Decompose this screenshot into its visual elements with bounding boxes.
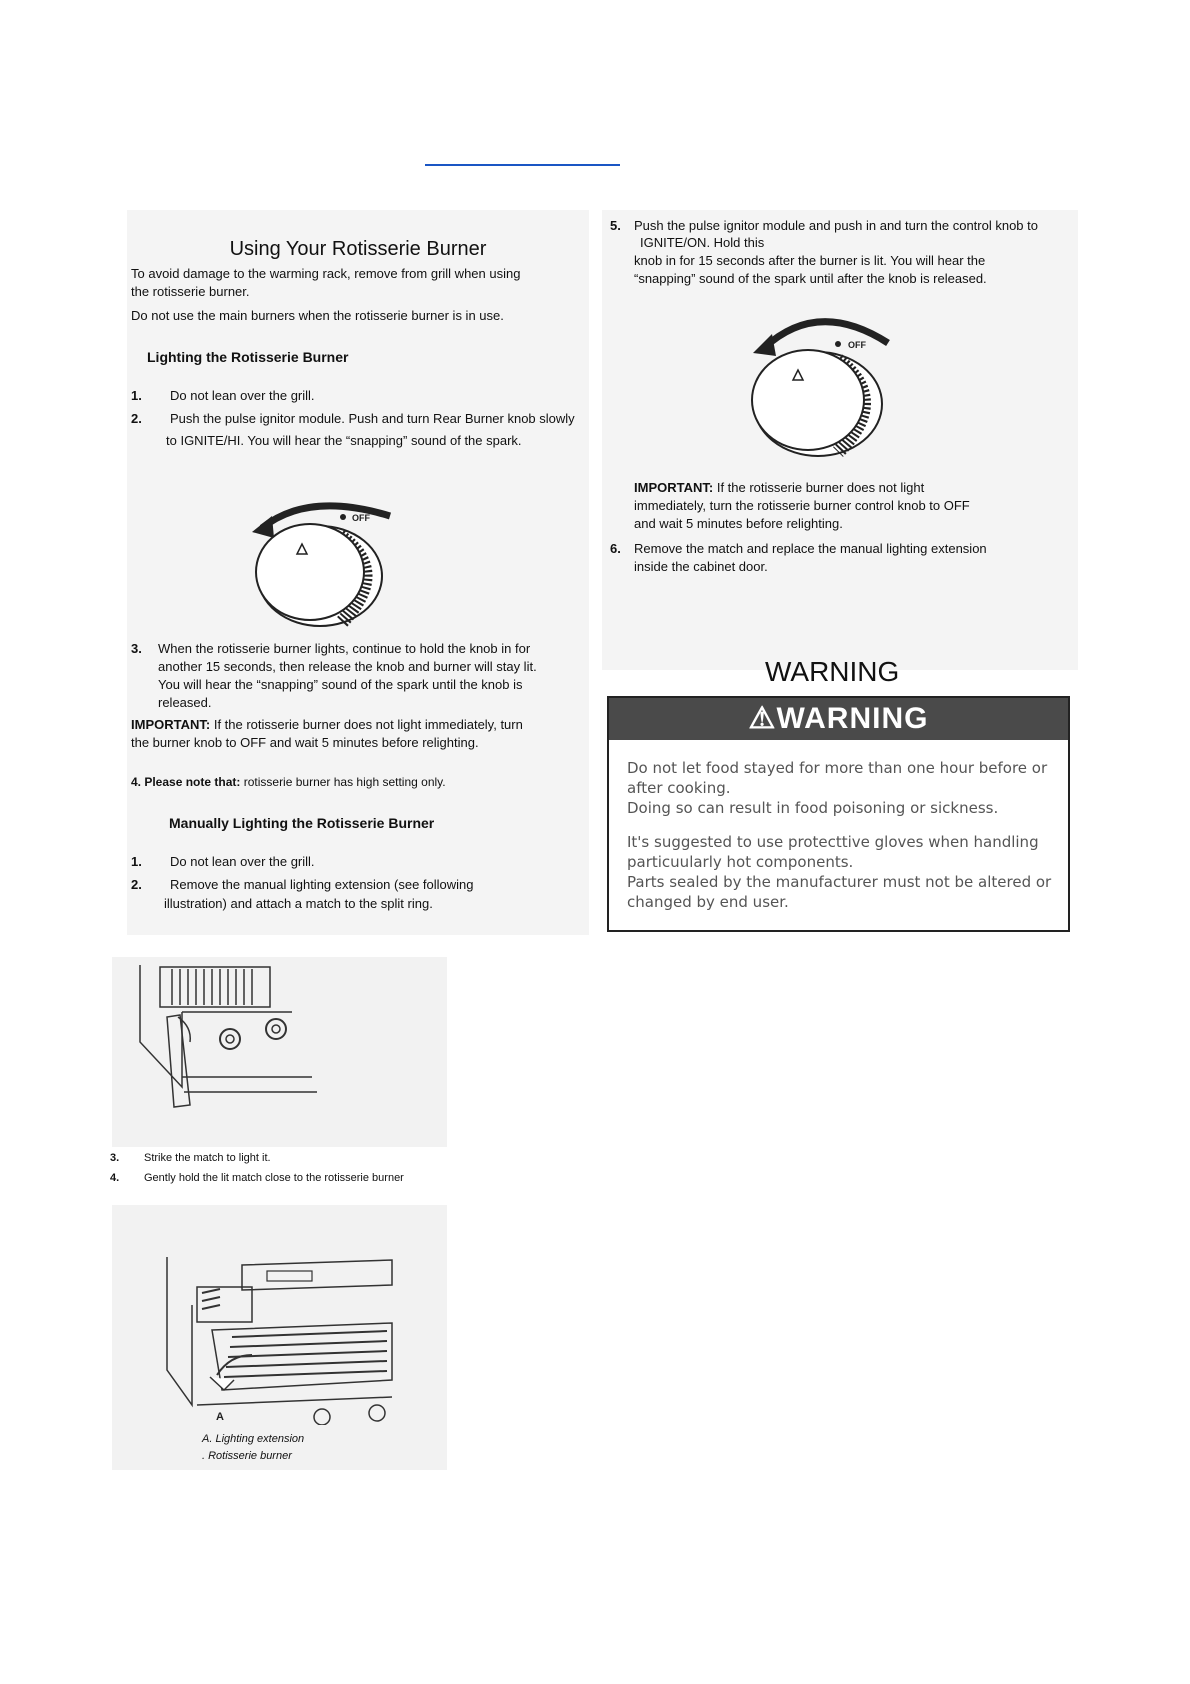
warning-line: Doing so can result in food poisoning or sickness. <box>627 799 999 817</box>
step-text-line-3: knob in for 15 seconds after the burner is lit. You will hear the <box>634 253 986 268</box>
step-number: 4. <box>110 1172 120 1184</box>
warning-line: Parts sealed by the manufacturer must not be altered or changed by end user. <box>627 873 1052 911</box>
intro-main-burners: Do not use the main burners when the rotisserie burner is in use. <box>131 308 504 323</box>
step-text-line-2: IGNITE/ON. Hold this <box>640 235 765 250</box>
warning-box <box>607 696 1070 932</box>
warning-title: WARNING <box>765 656 900 687</box>
note-label: 4. Please note that: <box>131 775 241 789</box>
step-text: Do not lean over the grill. <box>170 854 315 869</box>
important-text: If the rotisserie burner does not light immediately, turn the burner knob to OFF and wait 5 minutes before relighting. <box>131 717 523 750</box>
lighting-extension-illustration <box>112 957 447 1147</box>
step-text: Remove the manual lighting extension (see following <box>170 877 474 892</box>
step-number: 2. <box>131 411 142 426</box>
step-text: Strike the match to light it. <box>144 1152 271 1164</box>
step-number: 3. <box>110 1152 120 1164</box>
note-text: rotisserie burner has high setting only. <box>243 775 446 789</box>
step-number: 1. <box>131 388 142 403</box>
step-text: Gently hold the lit match close to the rotisserie burner <box>144 1172 404 1184</box>
high-setting-note <box>131 773 581 791</box>
section-title: Using Your Rotisserie Burner <box>229 238 487 260</box>
knob-off-label: OFF <box>352 513 370 523</box>
important-text: If the rotisserie burner does not light immediately, turn the rotisserie burner control knob to OFF and wait 5 minutes before relighting. <box>634 480 970 531</box>
step-text-continued: to IGNITE/HI. You will hear the “snapping” sound of the spark. <box>166 433 522 448</box>
rotisserie-illustration-panel <box>112 1205 447 1470</box>
grill-illustration-panel <box>112 957 447 1147</box>
step-text: Do not lean over the grill. <box>170 388 315 403</box>
knob-off-label: OFF <box>848 340 866 350</box>
manual-lighting-heading: Manually Lighting the Rotisserie Burner <box>169 815 435 831</box>
rotisserie-burner-illustration <box>112 1205 447 1425</box>
step-number: 6. <box>610 541 621 556</box>
important-note-right <box>634 479 994 533</box>
warning-body <box>627 758 1057 920</box>
warning-line: It's suggested to use protecttive gloves when handling particuularly hot components. <box>627 833 1039 871</box>
header-rule <box>425 164 620 166</box>
important-label: IMPORTANT: <box>131 717 211 732</box>
warning-banner <box>609 698 1068 740</box>
warning-banner-text: WARNING <box>776 702 929 735</box>
match-step-4 <box>110 1168 470 1188</box>
step-text: Push the pulse ignitor module. Push and turn Rear Burner knob slowly <box>170 411 575 426</box>
step-number: 2. <box>131 877 142 892</box>
step-text-line-4: “snapping” sound of the spark until after the knob is released. <box>634 271 987 286</box>
important-note-left <box>131 716 541 752</box>
caption-rotisserie-burner: . Rotisserie burner <box>202 1450 292 1462</box>
warning-triangle-icon: ⚠ <box>748 702 777 735</box>
step-text: Remove the match and replace the manual lighting extension inside the cabinet door. <box>634 541 987 574</box>
step-number: 1. <box>131 854 142 869</box>
rear-burner-knob-illustration <box>240 486 400 632</box>
control-knob-illustration <box>738 308 898 460</box>
lighting-heading: Lighting the Rotisserie Burner <box>147 349 349 365</box>
warning-line: Do not let food stayed for more than one hour before or after cooking. <box>627 759 1048 797</box>
step-number: 5. <box>610 218 621 233</box>
important-label: IMPORTANT: <box>634 480 714 495</box>
caption-lighting-extension: A. Lighting extension <box>202 1433 305 1445</box>
figure-callout-a: A <box>216 1411 224 1423</box>
step-number: 3. <box>131 641 142 656</box>
step-text-continued: illustration) and attach a match to the split ring. <box>164 896 433 911</box>
match-step-3 <box>110 1148 470 1168</box>
step-text-line-1: Push the pulse ignitor module and push in and turn the control knob to <box>634 218 1038 233</box>
match-steps <box>110 1148 470 1188</box>
step-text: When the rotisserie burner lights, continue to hold the knob in for another 15 seconds, then release the knob and burner will stay lit. You will hear the “snapping” sound of the spark until the knob is released. <box>158 641 537 710</box>
intro-warming-rack: To avoid damage to the warming rack, remove from grill when using the rotisserie burner. <box>131 266 521 299</box>
